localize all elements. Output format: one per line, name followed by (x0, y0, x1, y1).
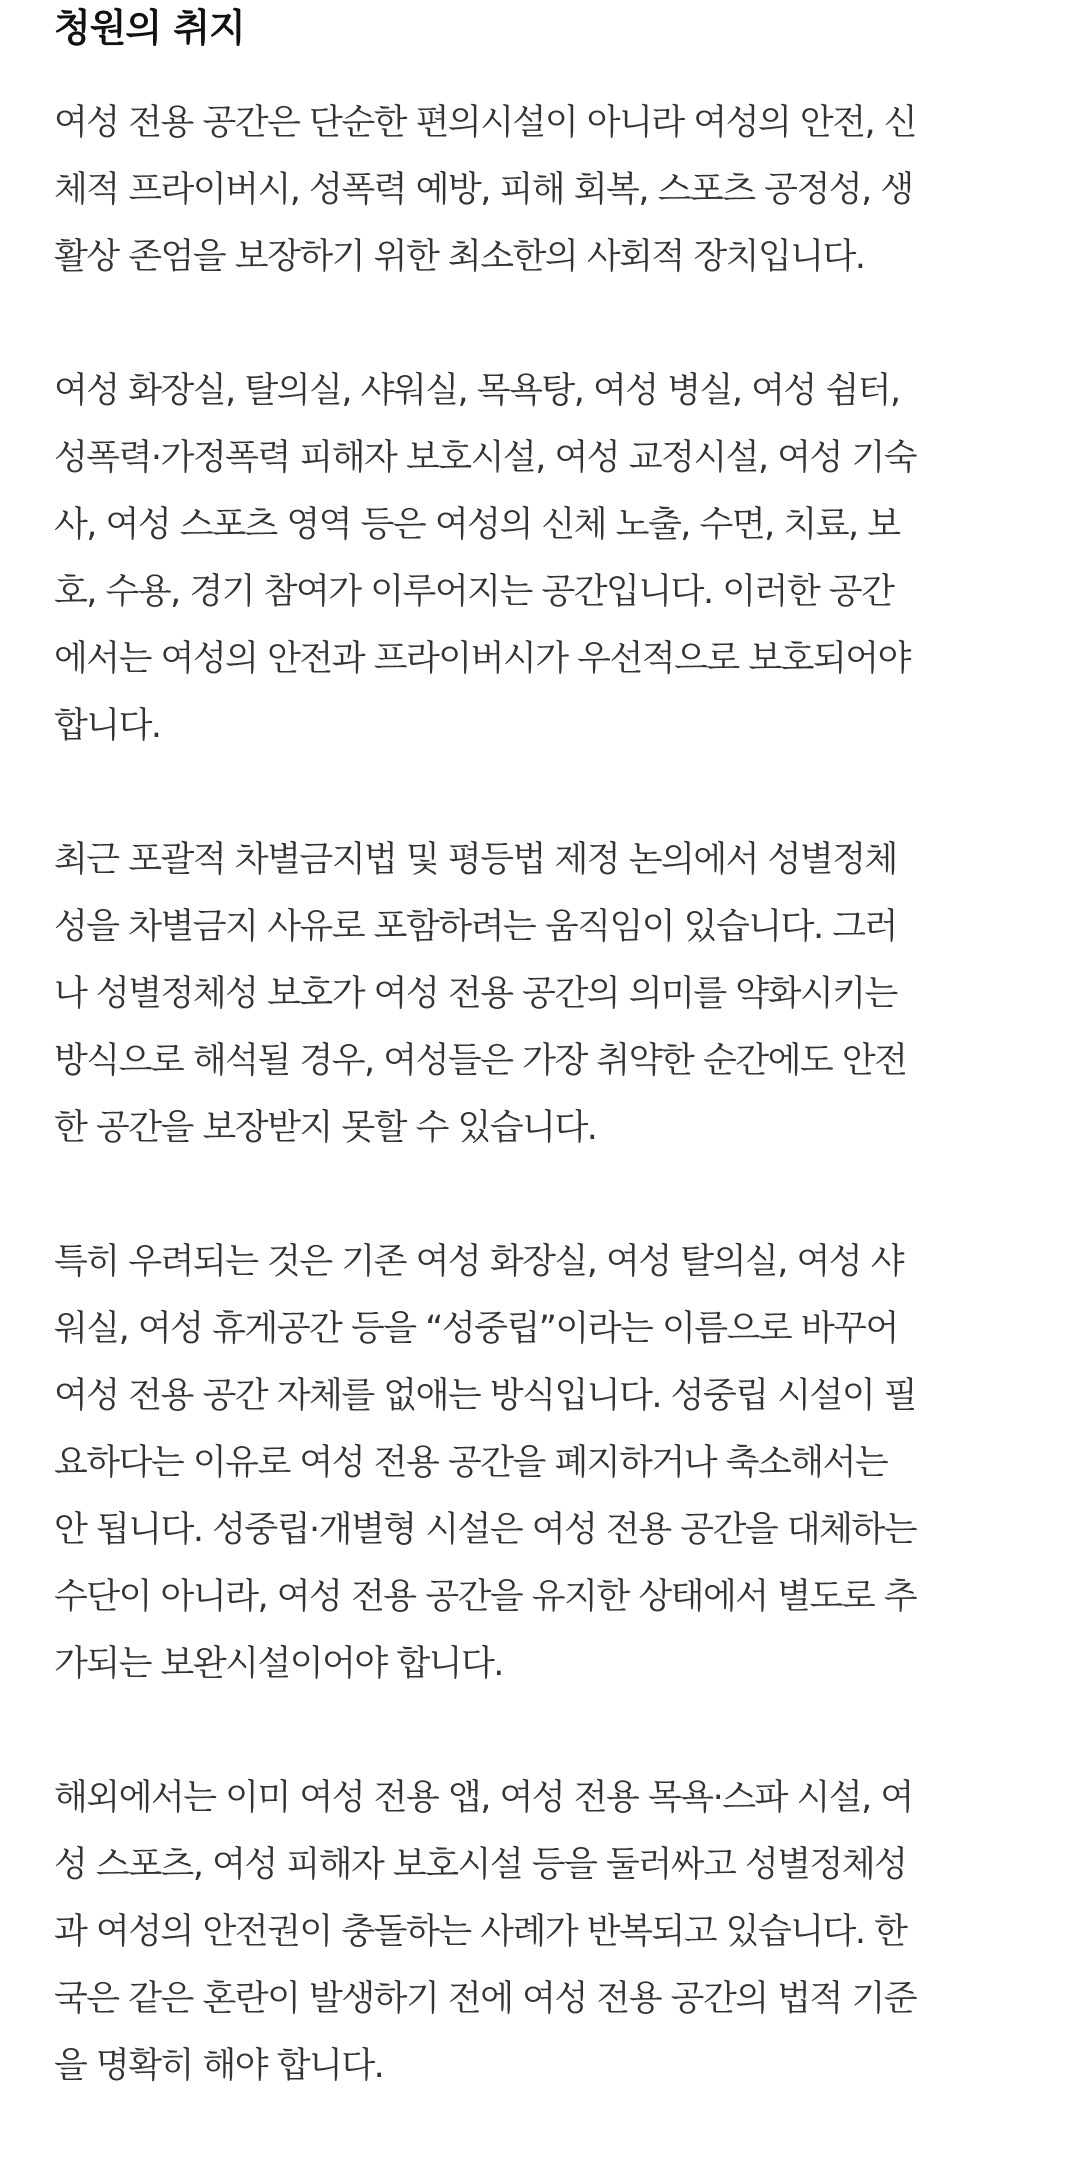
text-line: 해외에서는 이미 여성 전용 앱, 여성 전용 목욕·스파 시설, 여 (54, 1778, 913, 1818)
text-line: 에서는 여성의 안전과 프라이버시가 우선적으로 보호되어야 (54, 639, 910, 679)
text-line: 성폭력·가정폭력 피해자 보호시설, 여성 교정시설, 여성 기숙 (54, 438, 917, 478)
text-line: 최근 포괄적 차별금지법 및 평등법 제정 논의에서 성별정체 (54, 840, 897, 880)
paragraph-2 (54, 358, 1029, 760)
text-line: 여성 화장실, 탈의실, 샤워실, 목욕탕, 여성 병실, 여성 쉼터, (54, 371, 900, 411)
text-line: 성 스포츠, 여성 피해자 보호시설 등을 둘러싸고 성별정체성 (54, 1845, 907, 1885)
text-line: 사, 여성 스포츠 영역 등은 여성의 신체 노출, 수면, 치료, 보 (54, 505, 900, 545)
text-line: 워실, 여성 휴게공간 등을 “성중립”이라는 이름으로 바꾸어 (54, 1309, 898, 1349)
petition-content (54, 0, 1029, 2167)
text-line: 활상 존엄을 보장하기 위한 최소한의 사회적 장치입니다. (54, 237, 865, 277)
text-line: 수단이 아니라, 여성 전용 공간을 유지한 상태에서 별도로 추 (54, 1577, 917, 1617)
text-line: 국은 같은 혼란이 발생하기 전에 여성 전용 공간의 법적 기준 (54, 1979, 917, 2019)
petition-body (54, 90, 1029, 2100)
text-line: 나 성별정체성 보호가 여성 전용 공간의 의미를 약화시키는 (54, 974, 897, 1014)
text-line: 호, 수용, 경기 참여가 이루어지는 공간입니다. 이러한 공간 (54, 572, 894, 612)
section-title: 청원의 취지 (54, 6, 245, 50)
paragraph-1 (54, 90, 1029, 291)
text-line: 과 여성의 안전권이 충돌하는 사례가 반복되고 있습니다. 한 (54, 1912, 907, 1952)
text-line: 여성 전용 공간은 단순한 편의시설이 아니라 여성의 안전, 신 (54, 103, 917, 143)
text-line: 체적 프라이버시, 성폭력 예방, 피해 회복, 스포츠 공정성, 생 (54, 170, 913, 210)
text-line: 안 됩니다. 성중립·개별형 시설은 여성 전용 공간을 대체하는 (54, 1510, 917, 1550)
paragraph-4 (54, 1229, 1029, 1698)
text-line: 을 명확히 해야 합니다. (54, 2046, 384, 2086)
text-line: 요하다는 이유로 여성 전용 공간을 폐지하거나 축소해서는 (54, 1443, 888, 1483)
text-line: 가되는 보완시설이어야 합니다. (54, 1644, 503, 1684)
text-line: 여성 전용 공간 자체를 없애는 방식입니다. 성중립 시설이 필 (54, 1376, 917, 1416)
text-line: 한 공간을 보장받지 못할 수 있습니다. (54, 1108, 597, 1148)
text-line: 합니다. (54, 706, 161, 746)
paragraph-3 (54, 827, 1029, 1162)
text-line: 특히 우려되는 것은 기존 여성 화장실, 여성 탈의실, 여성 샤 (54, 1242, 904, 1282)
paragraph-5 (54, 1765, 1029, 2100)
text-line: 방식으로 해석될 경우, 여성들은 가장 취약한 순간에도 안전 (54, 1041, 907, 1081)
text-line: 성을 차별금지 사유로 포함하려는 움직임이 있습니다. 그러 (54, 907, 897, 947)
